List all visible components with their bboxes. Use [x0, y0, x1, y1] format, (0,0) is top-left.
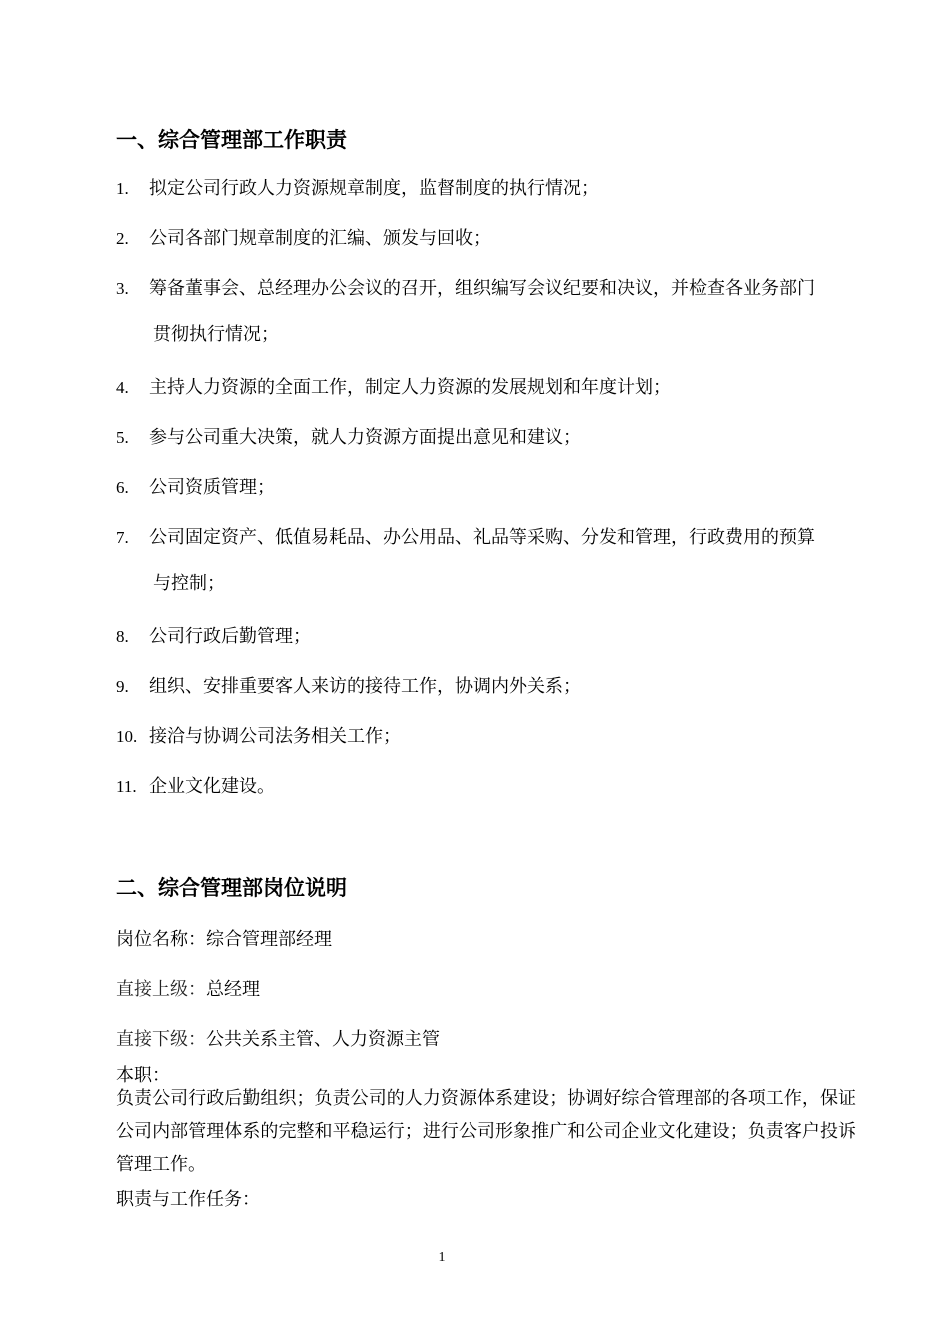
list-item-number: 10.	[116, 727, 138, 746]
position-name-label: 岗位名称：	[116, 929, 206, 950]
list-item	[116, 664, 856, 710]
subordinate-line	[116, 1025, 440, 1051]
subordinate-value: 公共关系主管、人力资源主管	[206, 1029, 440, 1050]
list-item-number: 5.	[116, 428, 129, 447]
list-item-number: 1.	[116, 179, 129, 198]
position-name-value: 综合管理部经理	[206, 929, 332, 950]
superior-value: 总经理	[206, 979, 260, 1000]
list-item-number: 8.	[116, 627, 129, 646]
duty-label: 本职：	[116, 1065, 170, 1086]
page-number: 1	[438, 1250, 446, 1265]
subordinate-label: 直接下级：	[116, 1029, 206, 1050]
list-item-continuation: 贯彻执行情况；	[153, 324, 279, 345]
list-item	[116, 365, 856, 411]
position-name-line	[116, 925, 332, 951]
list-item-text: 接洽与协调公司法务相关工作；	[149, 726, 401, 747]
list-item-continuation: 与控制；	[153, 573, 225, 594]
list-item-text: 企业文化建设。	[149, 776, 275, 797]
list-item-text: 筹备董事会、总经理办公会议的召开，组织编写会议纪要和决议，并检查各业务部门	[149, 278, 815, 299]
superior-label: 直接上级：	[116, 979, 206, 1000]
list-item	[116, 465, 856, 511]
section1-heading: 一、综合管理部工作职责	[116, 128, 347, 152]
list-item-text: 公司固定资产、低值易耗品、办公用品、礼品等采购、分发和管理，行政费用的预算	[149, 527, 815, 548]
list-item-text: 主持人力资源的全面工作，制定人力资源的发展规划和年度计划；	[149, 377, 671, 398]
superior-line	[116, 975, 260, 1001]
list-item-text: 拟定公司行政人力资源规章制度，监督制度的执行情况；	[149, 178, 599, 199]
tasks-label: 职责与工作任务：	[116, 1189, 260, 1210]
list-item	[116, 415, 856, 461]
section2-heading: 二、综合管理部岗位说明	[116, 876, 347, 900]
list-item	[116, 764, 856, 810]
list-item-text: 公司行政后勤管理；	[149, 626, 311, 647]
list-item-number: 9.	[116, 677, 129, 696]
list-item-text: 参与公司重大决策，就人力资源方面提出意见和建议；	[149, 427, 581, 448]
list-item	[116, 266, 856, 358]
list-item	[116, 166, 856, 212]
list-item-number: 3.	[116, 279, 129, 298]
list-item	[116, 714, 856, 760]
list-item-text: 组织、安排重要客人来访的接待工作，协调内外关系；	[149, 676, 581, 697]
list-item	[116, 216, 856, 262]
list-item	[116, 614, 856, 660]
list-item-text: 公司各部门规章制度的汇编、颁发与回收；	[149, 228, 491, 249]
list-item-text: 公司资质管理；	[149, 477, 275, 498]
duty-paragraph: 负责公司行政后勤组织；负责公司的人力资源体系建设；协调好综合管理部的各项工作，保证公司内部管理体系的完整和平稳运行；进行公司形象推广和公司企业文化建设；负责客户投诉管理工作。	[116, 1088, 856, 1175]
list-item	[116, 515, 856, 607]
list-item-number: 11.	[116, 777, 137, 796]
list-item-number: 7.	[116, 528, 129, 547]
list-item-number: 4.	[116, 378, 129, 397]
list-item-number: 2.	[116, 229, 129, 248]
list-item-number: 6.	[116, 478, 129, 497]
